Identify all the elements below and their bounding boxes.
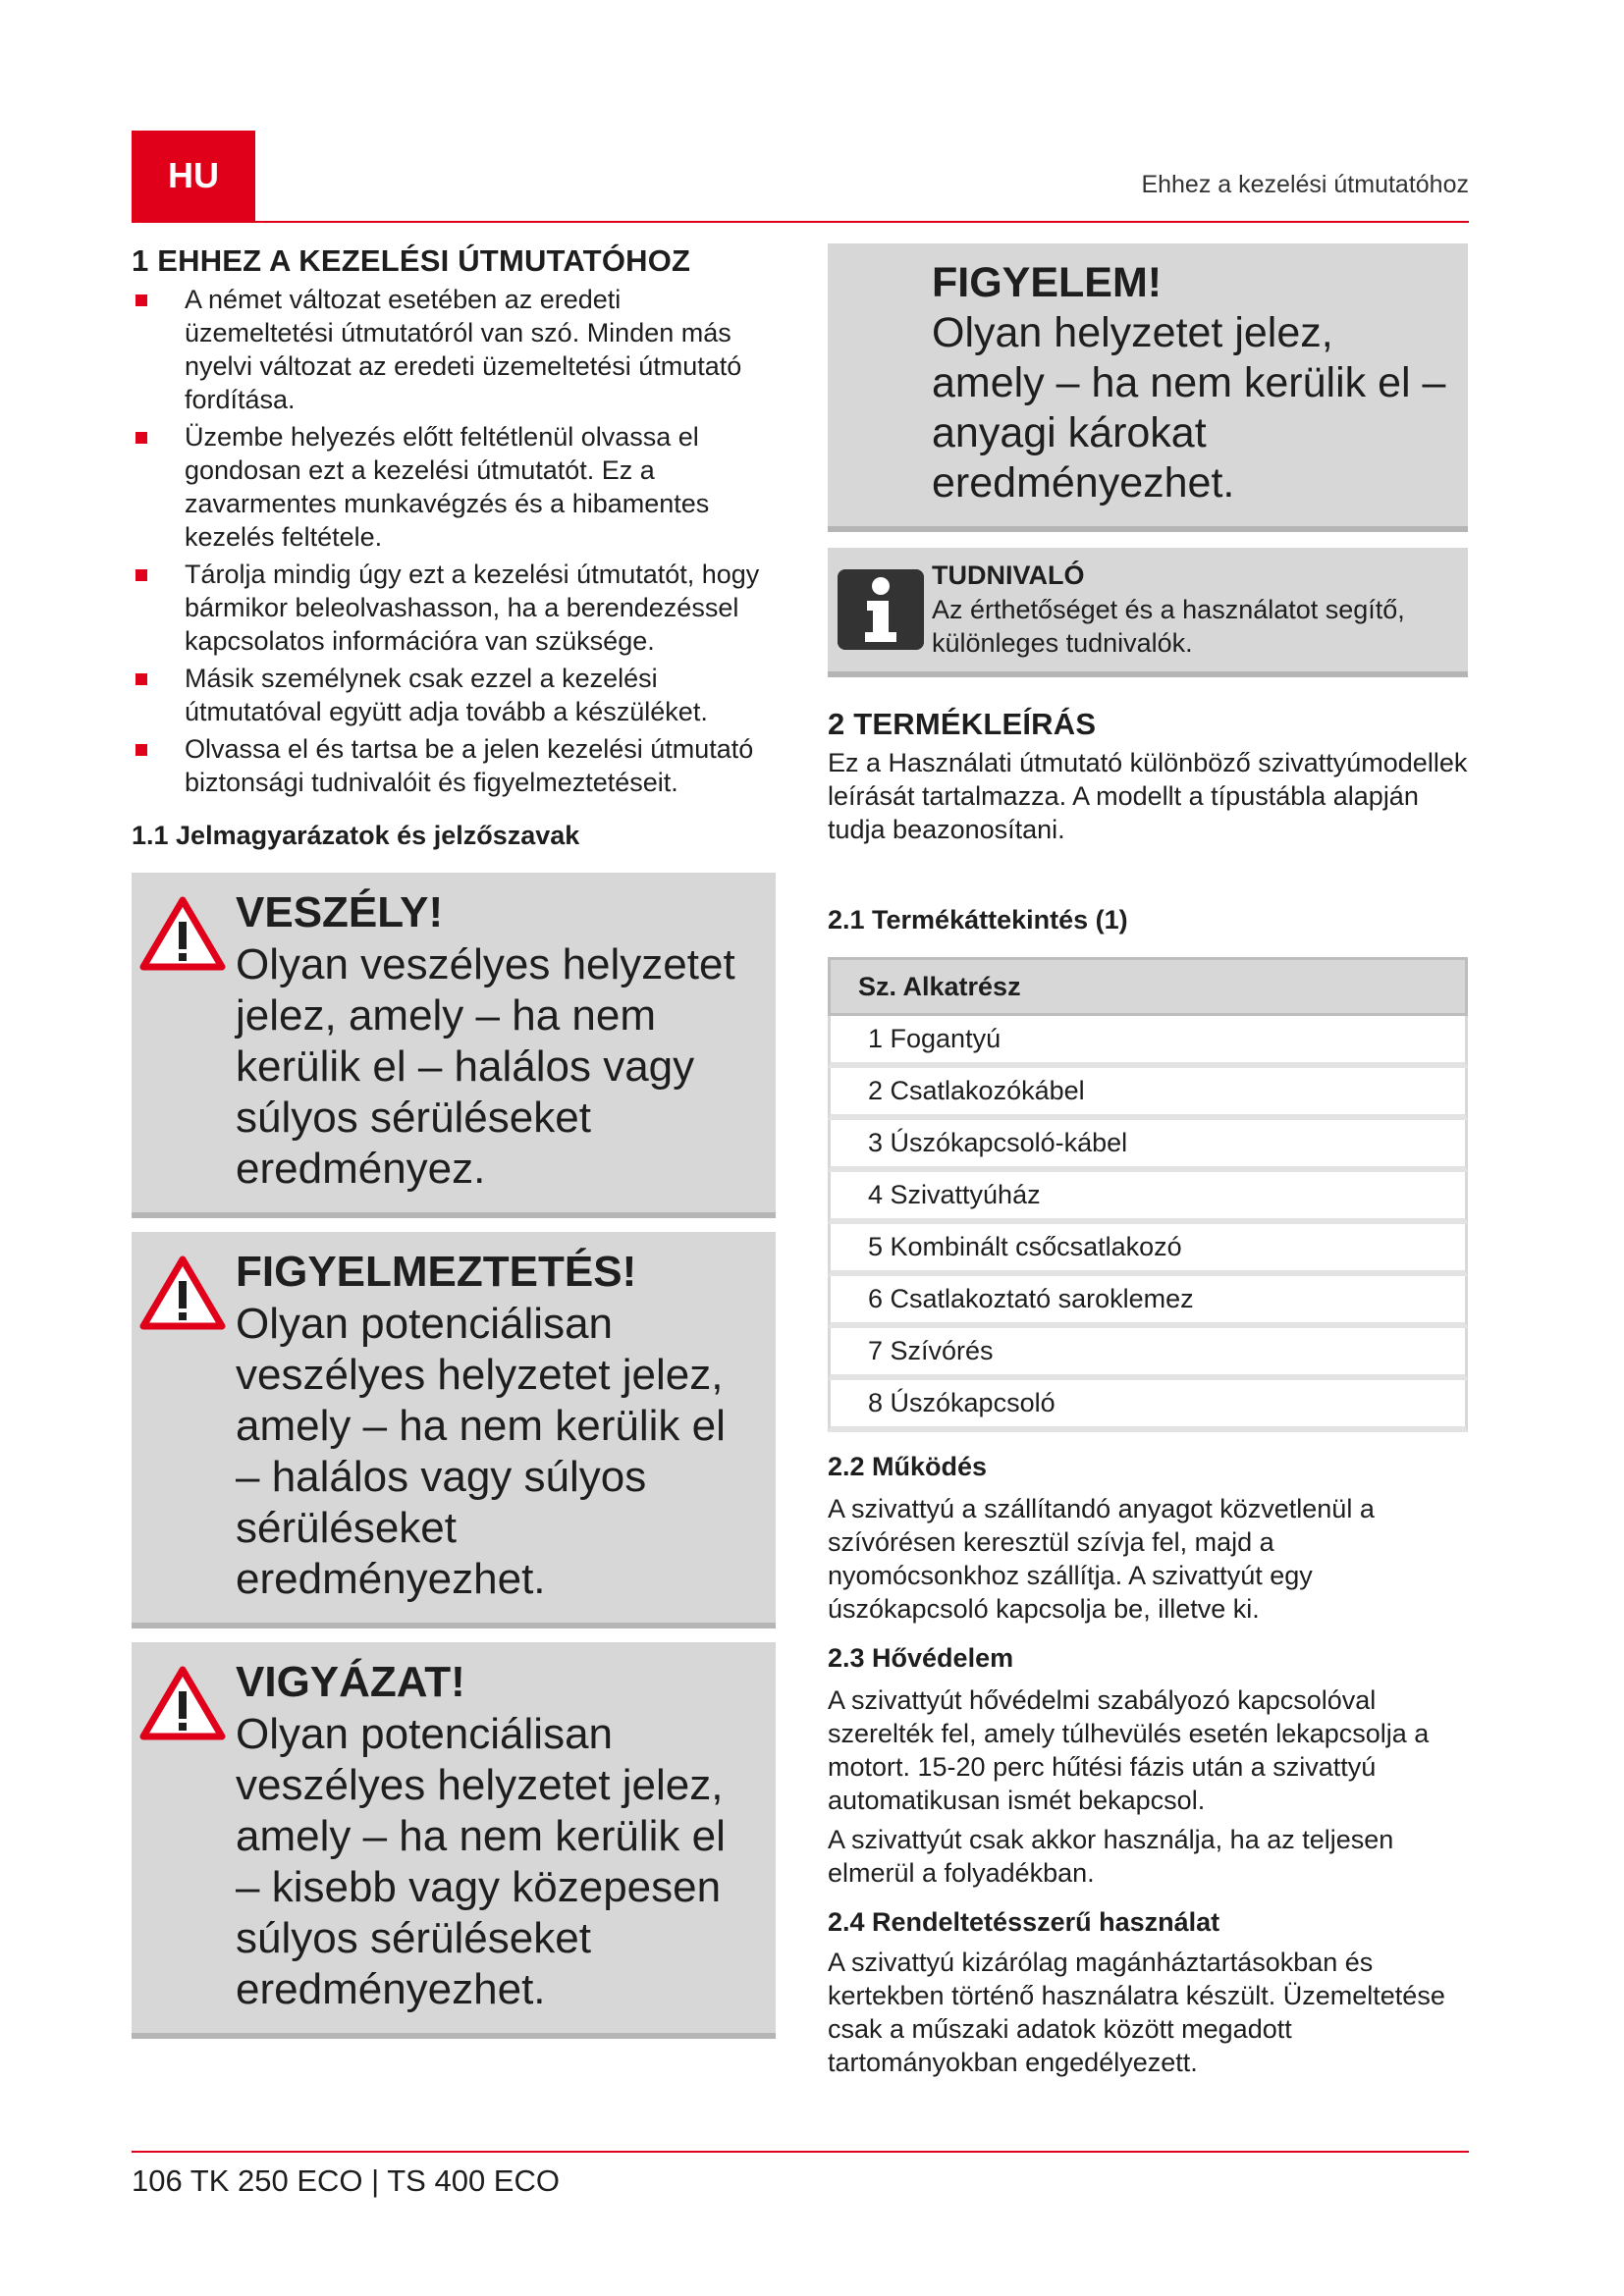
- section-2-text: Ez a Használati útmutató különböző szivattyúmodellek leírását tartalmazza. A modellt a típustábla alapján tudja beazonosítani.: [828, 748, 1468, 844]
- section-2-2-text: A szivattyú a szállítandó anyagot közvetlenül a szívórésen keresztül szívja fel, majd a nyomócsonkhoz szállítja. A szivattyút egy úszókapcsoló kapcsolja be, illetve ki.: [828, 1494, 1375, 1624]
- warning-triangle-icon: [139, 894, 226, 973]
- table-cell: 1 Fogantyú: [828, 1016, 1468, 1068]
- table-cell: 7 Szívórés: [828, 1328, 1468, 1380]
- section-2-3-heading: 2.3 Hővédelem: [828, 1643, 1014, 1673]
- section-2-1-heading: 2.1 Termékáttekintés (1): [828, 905, 1128, 934]
- section-2-2-heading: 2.2 Működés: [828, 1452, 988, 1481]
- table-row: [828, 1120, 1468, 1172]
- left-column: [132, 243, 776, 2039]
- section-2-3-text-note: A szivattyút csak akkor használja, ha az teljesen elmerül a folyadékban.: [828, 1825, 1394, 1888]
- language-tab: HU: [132, 131, 255, 221]
- danger-text: Olyan veszélyes helyzetet jelez, amely – ha nem kerülik el – halálos vagy súlyos sérüléseket eredményez.: [236, 940, 735, 1193]
- info-box: [828, 548, 1468, 677]
- caution-title: VIGYÁZAT!: [236, 1658, 465, 1706]
- table-row: [828, 1016, 1468, 1068]
- bullet-item: Olvassa el és tartsa be a jelen kezelési útmutató biztonsági tudnivalóit és figyelmeztetéseit.: [132, 732, 776, 799]
- bullet-item: Tárolja mindig úgy ezt a kezelési útmutatót, hogy bármikor beleolvashasson, ha a berendezéssel kapcsolatos információra van szüksége.: [132, 558, 776, 658]
- right-column: [828, 243, 1468, 2079]
- table-row: [828, 1224, 1468, 1276]
- bullet-item: Üzembe helyezés előtt feltétlenül olvassa el gondosan ezt a kezelési útmutatót. Ez a zavarmentes munkavégzés és a hibamentes kezelés feltétele.: [132, 420, 776, 554]
- info-icon: [838, 569, 924, 650]
- warning-title: FIGYELMEZTETÉS!: [236, 1248, 637, 1296]
- table-cell: 6 Csatlakoztató saroklemez: [828, 1276, 1468, 1328]
- running-header: Ehhez a kezelési útmutatóhoz: [1141, 171, 1469, 198]
- section-2-3-text: A szivattyút hővédelmi szabályozó kapcsolóval szerelték fel, amely túlhevülés esetén lekapcsolja a motort. 15-20 perc hűtési fázis után a szivattyú automatikusan ismét bekapcsol.: [828, 1685, 1430, 1815]
- section-2-4-text: A szivattyú kizárólag magánháztartásokban és kertekben történő használatra készült. Üzemeltetése csak a műszaki adatok között megadott tartományokban engedélyezett.: [828, 1948, 1445, 2077]
- bullet-item: Másik személynek csak ezzel a kezelési útmutatóval együtt adja tovább a készüléket.: [132, 662, 776, 728]
- caution-text: Olyan potenciálisan veszélyes helyzetet jelez, amely – ha nem kerülik el – kisebb vagy közepesen súlyos sérüléseket eredményezhet.: [236, 1710, 726, 2013]
- table-row: [828, 1276, 1468, 1328]
- table-cell: 3 Úszókapcsoló-kábel: [828, 1120, 1468, 1172]
- table-row: [828, 1172, 1468, 1224]
- table-cell: 8 Úszókapcsoló: [828, 1380, 1468, 1432]
- section-1-heading: 1 EHHEZ A KEZELÉSI ÚTMUTATÓHOZ: [132, 243, 691, 278]
- bullet-item: A német változat esetében az eredeti üzemeltetési útmutatóról van szó. Minden más nyelvi változat az eredeti üzemeltetési útmutató fordítása.: [132, 283, 776, 416]
- notice-box: [828, 243, 1468, 532]
- info-title: TUDNIVALÓ: [932, 561, 1085, 590]
- warning-triangle-icon: [139, 1254, 226, 1332]
- header-divider: [132, 221, 1469, 223]
- table-cell: 4 Szivattyúház: [828, 1172, 1468, 1224]
- table-row: [828, 1380, 1468, 1432]
- parts-table-header: Sz. Alkatrész: [828, 957, 1468, 1016]
- danger-title: VESZÉLY!: [236, 888, 444, 936]
- section-2-heading: 2 TERMÉKLEÍRÁS: [828, 707, 1097, 741]
- section-1-1-heading: 1.1 Jelmagyarázatok és jelzőszavak: [132, 821, 580, 850]
- footer-divider: [132, 2151, 1469, 2153]
- parts-table: [828, 957, 1468, 1432]
- page-footer: 106 TK 250 ECO | TS 400 ECO: [132, 2163, 560, 2198]
- table-cell: 2 Csatlakozókábel: [828, 1068, 1468, 1120]
- caution-box: [132, 1642, 776, 2039]
- info-text: Az érthetőséget és a használatot segítő, különleges tudnivalók.: [932, 595, 1405, 658]
- warning-triangle-icon: [139, 1664, 226, 1742]
- danger-box: [132, 873, 776, 1218]
- section-2-4-heading: 2.4 Rendeltetésszerű használat: [828, 1907, 1220, 1937]
- warning-box: [132, 1232, 776, 1629]
- table-row: [828, 1068, 1468, 1120]
- table-cell: 5 Kombinált csőcsatlakozó: [828, 1224, 1468, 1276]
- table-row: [828, 1328, 1468, 1380]
- section-1-bullet-list: [132, 283, 776, 799]
- notice-title: FIGYELEM!: [932, 259, 1163, 306]
- notice-text: Olyan helyzetet jelez, amely – ha nem kerülik el – anyagi károkat eredményezhet.: [932, 309, 1446, 507]
- warning-text: Olyan potenciálisan veszélyes helyzetet jelez, amely – ha nem kerülik el – halálos vagy súlyos sérüléseket eredményezhet.: [236, 1300, 726, 1603]
